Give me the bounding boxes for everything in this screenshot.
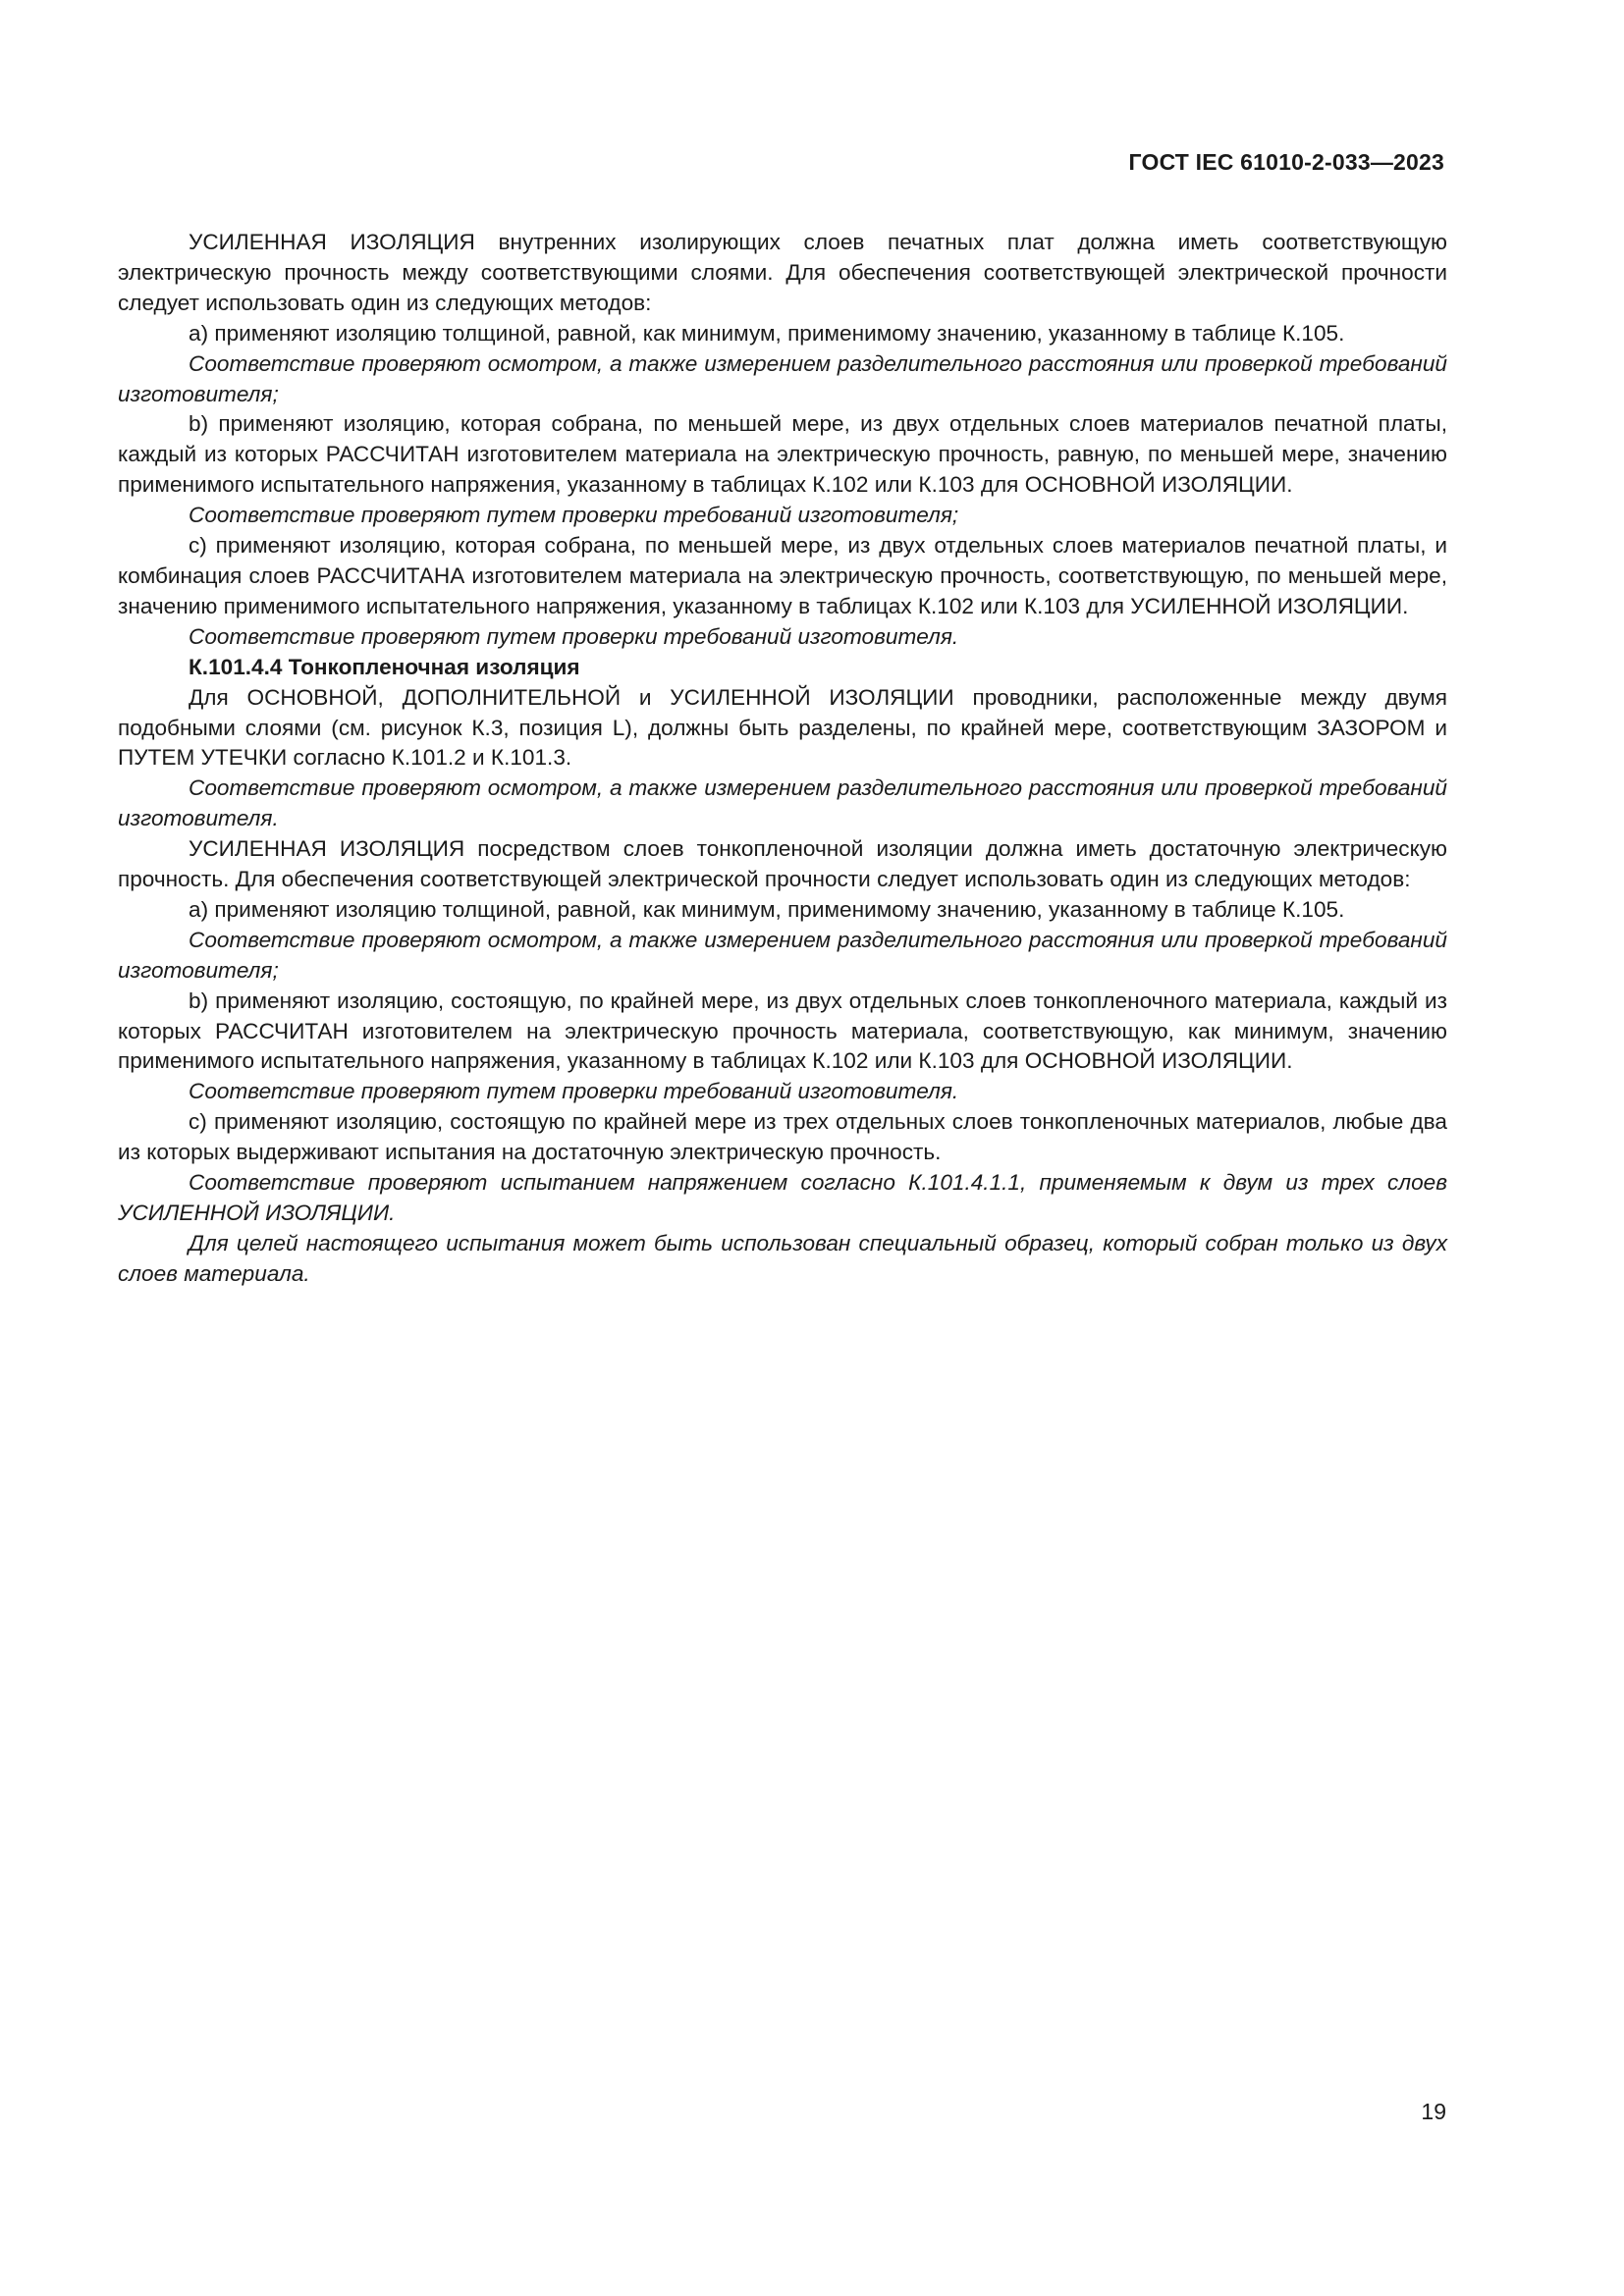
paragraph-compliance-note: Соответствие проверяют испытанием напряжением согласно К.101.4.1.1, применяемым к двум из трех слоев УСИЛЕННОЙ ИЗОЛЯЦИИ. [118, 1170, 1447, 1225]
paragraph-test-sample-note: Для целей настоящего испытания может быть использован специальный образец, который собран только из двух слоев материала. [118, 1230, 1447, 1286]
paragraph-method-c: с) применяют изоляцию, состоящую по крайней мере из трех отдельных слоев тонкопленочных материалов, любые два из которых выдерживают испытания на достаточную электрическую прочность. [118, 1109, 1447, 1165]
paragraph-method-c: с) применяют изоляцию, которая собрана, по меньшей мере, из двух отдельных слоев материалов печатной платы, и комбинация слоев РАССЧИТАНА изготовителем материала на электрическую прочность, соответствующую, по меньшей мере, значению применимого испытательного напряжения, указанному в таблицах К.102 или К.103 для УСИЛЕННОЙ ИЗОЛЯЦИИ. [118, 533, 1447, 618]
paragraph-compliance-note: Соответствие проверяют путем проверки требований изготовителя. [189, 623, 959, 649]
paragraph-method-a: а) применяют изоляцию толщиной, равной, как минимум, применимому значению, указанному в таблице К.105. [189, 320, 1345, 346]
paragraph-compliance-note: Соответствие проверяют путем проверки требований изготовителя. [189, 1079, 959, 1104]
document-code-header: ГОСТ IEC 61010-2-033—2023 [1128, 149, 1444, 175]
paragraph-reinforced-insulation-thin-film: УСИЛЕННАЯ ИЗОЛЯЦИЯ посредством слоев тонкопленочной изоляции должна иметь достаточную электрическую прочность. Для обеспечения соответствующей электрической прочности следует использовать один из следующих методов: [118, 836, 1447, 892]
document-body [118, 228, 1447, 1290]
paragraph-method-b: b) применяют изоляцию, состоящую, по крайней мере, из двух отдельных слоев тонкопленочного материала, каждый из которых РАССЧИТАН изготовителем на электрическую прочность материала, соответствующую, как минимум, значению применимого испытательного напряжения, указанному в таблицах К.102 или К.103 для ОСНОВНОЙ ИЗОЛЯЦИИ. [118, 988, 1447, 1074]
paragraph-compliance-note: Соответствие проверяют осмотром, а также измерением разделительного расстояния или проверкой требований изготовителя. [118, 775, 1447, 831]
paragraph-compliance-note: Соответствие проверяют осмотром, а также измерением разделительного расстояния или проверкой требований изготовителя; [118, 350, 1447, 406]
paragraph-thin-film-conductors: Для ОСНОВНОЙ, ДОПОЛНИТЕЛЬНОЙ и УСИЛЕННОЙ ИЗОЛЯЦИИ проводники, расположенные между двумя подобными слоями (см. рисунок К.3, позиция L), должны быть разделены, по крайней мере, соответствующим ЗАЗОРОМ и ПУТЕМ УТЕЧКИ согласно К.101.2 и К.101.3. [118, 684, 1447, 771]
paragraph-method-b: b) применяют изоляцию, которая собрана, по меньшей мере, из двух отдельных слоев материалов печатной платы, каждый из которых РАССЧИТАН изготовителем материала на электрическую прочность, равную, по меньшей мере, значению применимого испытательного напряжения, указанному в таблицах К.102 или К.103 для ОСНОВНОЙ ИЗОЛЯЦИИ. [118, 411, 1447, 498]
paragraph-method-a: а) применяют изоляцию толщиной, равной, как минимум, применимому значению, указанному в таблице К.105. [189, 896, 1345, 922]
page-number: 19 [1421, 2099, 1446, 2124]
section-heading-thin-film-insulation: К.101.4.4 Тонкопленочная изоляция [189, 654, 580, 679]
paragraph-compliance-note: Соответствие проверяют путем проверки требований изготовителя; [189, 503, 959, 528]
paragraph-reinforced-insulation-pcb: УСИЛЕННАЯ ИЗОЛЯЦИЯ внутренних изолирующих слоев печатных плат должна иметь соответствующую электрическую прочность между соответствующими слоями. Для обеспечения соответствующей электрической прочности следует использовать один из следующих методов: [118, 230, 1447, 315]
paragraph-compliance-note: Соответствие проверяют осмотром, а также измерением разделительного расстояния или проверкой требований изготовителя; [118, 927, 1447, 983]
